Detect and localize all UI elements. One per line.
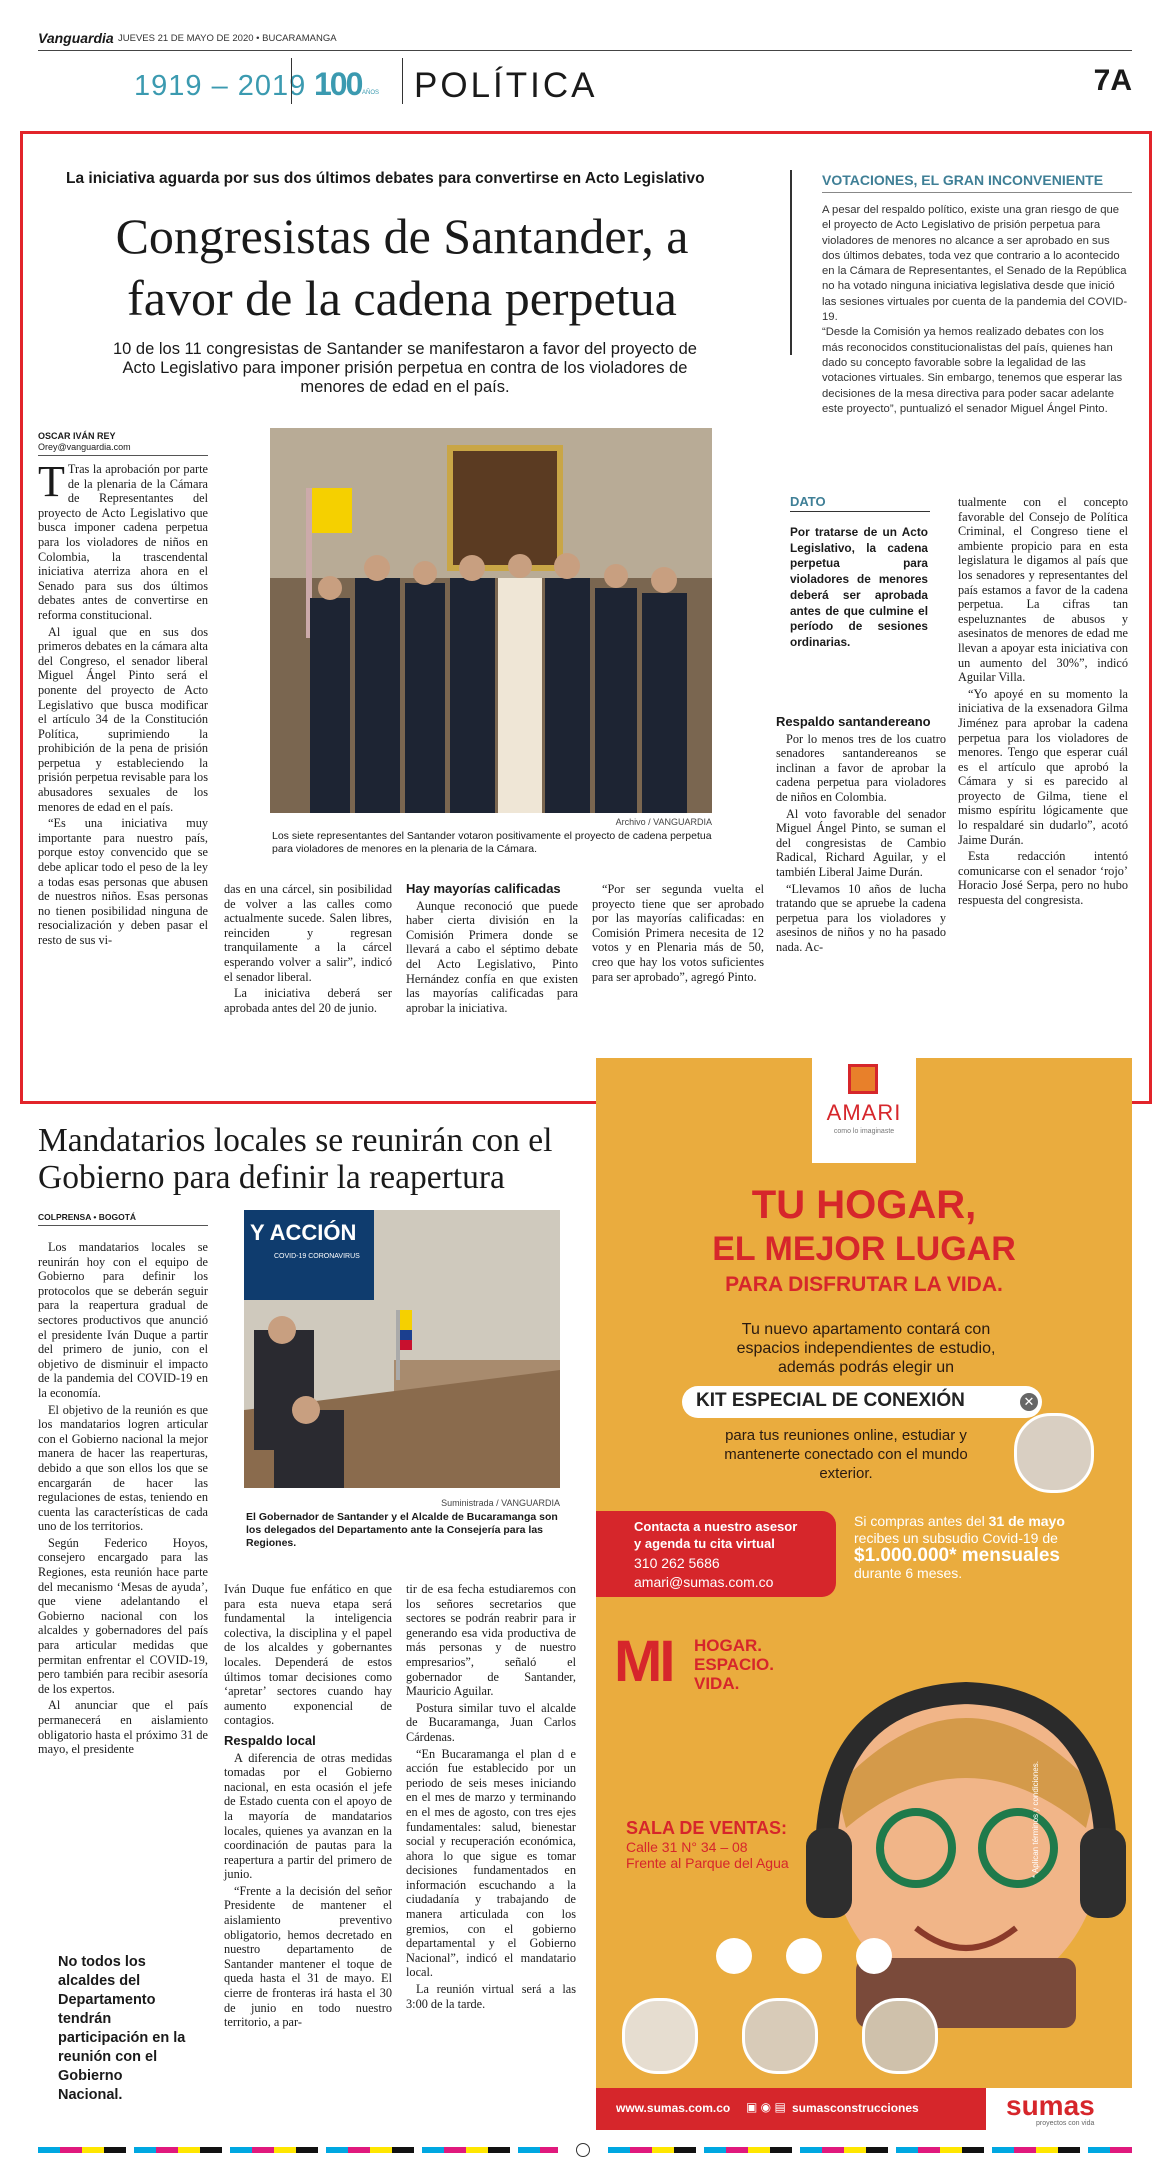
svg-text:COVID-19 CORONAVIRUS: COVID-19 CORONAVIRUS — [274, 1253, 360, 1260]
lead-photo-credit: Archivo / VANGUARDIA — [615, 817, 712, 827]
second-column-1: Los mandatarios locales se reunirán hoy con el equipo de Gobierno para definir los protocolos que se deberán seguir para la reapertura gradual de sectores productivos que anunció el presidente Iván Duque a partir del primero de junio, con el objetivo de disminuir el impacto de la pandemia del COVID-19 en la economía. El objetivo de la reunión es que los mandatarios logren articular con el Gobierno nacional la mejor manera de hacer las reaperturas, debido a que son ellos los que se encargarán de hacer las regulaciones de estas, teniendo en cuenta las características de cada uno de los territorios. Según Federico Hoyos, consejero encargado para las Regiones, esta reunión hace parte del mecanismo ‘Mesas de ayuda’, que viene adelantando el Gobierno nacional con los alcaldes y gobernadores del país para articular medidas que permitan enfrentar el COVID-19, pero también para recibir asesoría de los expertos. Al anunciar que el país permanecerá en aislamiento obligatorio hasta el próximo 31 de mayo, el presidente — [38, 1240, 208, 1757]
sidebar-body: A pesar del respaldo político, existe una gran riesgo de que el proyecto de Acto Legislativo de prisión perpetua para violadores de menores no alcance a ser aprobado en sus dos últimos debates, toda vez que contrario a lo acontecido en la Cámara de Representantes, el Senado de la República no ha votado ninguna iniciativa legislativa desde que inició las sesiones virtuales por cuenta de la pandemia del COVID-19. “Desde la Comisión ya hemos realizado debates con los más reconocidos constitucionalistas del país, quienes han dado su concepto favorable sobre la legalidad de las votaciones virtuales. Sin embargo, tenemos que esperar las decisiones de la mesa directiva para poder sacar adelante este proyecto”, puntualizó el senador Miguel Ángel Pinto. — [822, 204, 1128, 415]
ad-body-2: para tus reuniones online, estudiar y mantenerte conectado con el mundo exterior. — [724, 1427, 968, 1482]
promo-text: Si compras antes del 31 de mayo recibes un subsudio Covid-19 de $1.000.000* mensuales durante 6 meses. — [854, 1513, 1065, 1581]
subhead-mayorias: Hay mayorías calificadas — [406, 881, 561, 896]
sumas-logo: sumas — [1006, 2090, 1095, 2121]
ad-footer: www.sumas.com.co ▣ ◉ ▤ sumasconstrucciones sumas proyectos con vida — [596, 2088, 1132, 2130]
amari-brand-sub: como lo imaginaste — [833, 1128, 895, 1135]
lead-deck: 10 de los 11 congresistas de Santander se manifestaron a favor del proyecto de Acto Legislativo para imponer prisión perpetua en contra de los violadores de menores de edad en el país. — [113, 340, 697, 396]
lead-column-6: tualmente con el concepto favorable del Consejo de Política Criminal, el Congreso tiene el ambiente propicio para en esta legislatura le digamos al país que los senadores y representantes del país estamos a favor de la cadena perpetua. La cifras tan espeluznantes de abusos y asesinatos de menores de edad me llevan a apoyar esta iniciativa con un aumento del 30%”, indicó Aguilar Villa. “Yo apoyé en su momento la iniciativa de la exsenadora Gilma Jiménez para aprobar la cadena perpetua para los violadores de menores. Tengo que esperar cuál es el artículo que aprobó la Cámara y si es parecido al proyecto de Gilma, tiene el mismo espíritu lógicamente que lo respaldaré sin dudarlo”, acotó Jaime Durán. Esta redacción intentó comunicarse con el senador ‘rojo’ Horacio José Serpa, pero no hubo respuesta del congresista. — [958, 495, 1128, 908]
close-icon: ✕ — [1020, 1393, 1038, 1411]
lead-para-3: “Es una iniciativa muy importante para nuestro país, porque estoy convencido que se debe aplicar todo el peso de la ley a todas esas personas que abusen de nuestros niños. Esas personas no tienen posibilidad ninguna de resocialización y deben pasar el resto de sus vi- — [38, 816, 208, 947]
banner-text: Y ACCIÓN — [250, 1220, 357, 1245]
child-illustration — [786, 1638, 1132, 2038]
lead-email: Orey@vanguardia.com — [38, 442, 131, 452]
chair-icon — [786, 1938, 822, 1974]
amari-ad — [596, 1058, 1132, 2130]
legal-note: * Aplican términos y condiciones. — [1031, 1761, 1040, 1878]
second-photo-caption: El Gobernador de Santander y el Alcalde de Bucaramanga son los delegados del Departamento ante la Consejería para las Regiones. — [246, 1511, 558, 1549]
years-label: 1919 – 2019 — [134, 70, 307, 102]
ad-headline-2: EL MEJOR LUGAR — [712, 1230, 1016, 1268]
second-column-3: tir de esa fecha estudiaremos con los señores secretarios que sectores se podrán reabrir para ir generando esa vida productiva de más personas y de nuestro empresarios”, señaló el gobernador de Santander, Mauricio Aguilar. Postura similar tuvo el alcalde de Bucaramanga, Juan Carlos Cárdenas. “En Bucaramanga el plan d e acción fue establecido por un periodo de seis meses iniciando en el mes de marzo y terminando en el mes de agosto, con tres ejes fundamentales: salud, bienestar social y recuperación económica, ahora lo que sigue es tomar decisiones fundamentados en información escuchando a la ciudadanía y trabajando de manera articulada con los gremios, con el gobierno departamental y el Gobierno Nacional”, indicó el mandatario local. La reunión virtual será a las 3:00 de la tarde. — [406, 1582, 576, 2011]
dato-text: Por tratarse de un Acto Legislativo, la cadena perpetua para violadores de menores deberá ser aprobada antes de que culmine el período de sesiones ordinarias. — [790, 525, 928, 649]
second-headline: Mandatarios locales se reunirán con el Gobierno para definir la reapertura — [38, 1122, 553, 1196]
lead-column-1 — [38, 457, 208, 1072]
lead-para-1: T Tras la aprobación por parte de la plenaria de la Cámara de Representantes del proyecto de Acto Legislativo que busca imponer cadena perpetua para los violadores de niños en Colombia, la trascendental iniciativa aterriza ahora en el Senado para sus dos últimos debates antes de convertirse en reforma constitucional. — [38, 457, 208, 622]
masthead: Vanguardia — [38, 30, 114, 46]
pull-quote: No todos los alcaldes del Departamento tendrán participación en la reunión con el Gobierno Nacional. — [58, 1954, 186, 2103]
sidebar-title-rule — [822, 192, 1132, 193]
room-thumb — [742, 1998, 818, 2074]
registration-mark-icon — [576, 2143, 590, 2157]
amari-logo-box — [812, 1058, 916, 1163]
child-photo — [786, 1638, 1132, 2038]
subhead-respaldo-local: Respaldo local — [224, 1732, 316, 1748]
contact-box: Contacta a nuestro asesor y agenda tu cita virtual 310 262 5686 amari@sumas.com.co — [596, 1511, 836, 1597]
wifi-icon — [856, 1938, 892, 1974]
subhead-respaldo: Respaldo santandereano — [776, 714, 931, 729]
social-icons: ▣ ◉ ▤ — [746, 2100, 786, 2114]
second-photo-credit: Suministrada / VANGUARDIA — [441, 1498, 560, 1508]
sidebar-title: VOTACIONES, EL GRAN INCONVENIENTE — [822, 172, 1104, 188]
lead-headline: Congresistas de Santander, a favor de la cadena perpetua — [115, 208, 689, 326]
room-thumb — [862, 1998, 938, 2074]
lead-author: OSCAR IVÁN REY — [38, 431, 116, 441]
amari-logo-mark — [848, 1064, 878, 1094]
ad-headline-3: PARA DISFRUTAR LA VIDA. — [725, 1273, 1003, 1296]
congress-group-photo — [270, 428, 712, 813]
drop-cap: T — [38, 457, 65, 506]
lead-para-2: Al igual que en sus dos primeros debates en la cámara alta del Congreso, el senador liberal Miguel Ángel Pinto será el ponente del proyecto de Acto Legislativo que busca modificar el artículo 34 de la Constitución Política, suprimiendo la prohibición de la pena de prisión perpetua y estableciendo la prisión perpetua revisable para los abusadores sexuales de los menores de edad en el país. — [38, 624, 208, 814]
room-thumbs — [622, 1998, 952, 2078]
second-photo — [244, 1210, 560, 1488]
section-title: POLÍTICA — [414, 66, 598, 105]
mi-lines: HOGAR. ESPACIO. VIDA. — [694, 1636, 774, 1693]
meeting-photo — [244, 1210, 560, 1488]
header-rule — [38, 50, 1132, 51]
dato-rule — [790, 511, 930, 512]
ad-body-1: Tu nuevo apartamento contará con espacios independientes de estudio, además podrás elegir un — [736, 1321, 996, 1376]
second-byline: COLPRENSA • BOGOTÁ — [38, 1212, 137, 1222]
apartment-thumb — [1014, 1413, 1094, 1493]
ad-headline-1: TU HOGAR, — [751, 1183, 977, 1227]
desk-icon — [716, 1938, 752, 1974]
mi-logo: MI — [614, 1629, 673, 1694]
anniversary-logo: 100 AÑOS — [314, 66, 380, 102]
dato-label: DATO — [790, 494, 826, 509]
sales-room: SALA DE VENTAS: Calle 31 N° 34 – 08 Frente al Parque del Agua — [626, 1818, 789, 1871]
amari-brand: AMARI — [826, 1100, 902, 1125]
header — [38, 30, 1132, 110]
sidebar-bracket — [790, 170, 806, 355]
header-divider-2 — [402, 58, 403, 104]
lead-column-4: “Por ser segunda vuelta el proyecto tiene que ser aprobado por las mayorías calificadas: en Comisión Primera necesita de 12 votos y en Plenaria más de 50, creo que hay los votos suficientes para ser aprobado”, agregó Pinto. — [592, 882, 764, 984]
lead-column-5: Respaldo santandereano Por lo menos tres de los cuatro senadores santandereanos se inclinan a favor de aprobar la cadena perpetua para violadores de niños en Colombia. Al voto favorable del senador Miguel Ángel Pinto, se suman el del congresistas de Cambio Radical, Richard Aguilar, y el también Liberal Jaime Durán. “Llevamos 10 años de lucha tratando que se apruebe la cadena perpetua para los violadores y asesinos de niños y no ha pasado nada. Ac- — [776, 714, 946, 954]
header-divider — [291, 58, 292, 104]
room-thumb — [622, 1998, 698, 2074]
feature-icons — [716, 1938, 956, 1978]
second-byline-rule — [38, 1225, 208, 1226]
kit-pill: KIT ESPECIAL DE CONEXIÓN — [682, 1386, 1042, 1418]
author-rule — [38, 455, 208, 456]
second-column-2: Iván Duque fue enfático en que para esta nueva etapa será fundamental la inteligencia colectiva, la disciplina y el papel de los alcaldes y gobernantes locales. Dependerá de estos últimos tomar decisiones como ‘apretar’ sectores cuando hay aumento exponencial de contagios. Respaldo local A diferencia de otras medidas tomadas por el Gobierno nacional, en esta ocasión el jefe de Estado cuenta con el apoyo de la mayoría de mandatarios locales, quienes ya avanzan en la coordinación de pautas para la reapertura a partir del primero de junio. “Frente a la decisión del señor Presidente de mantener el aislamiento preventivo obligatorio, hemos decretado en nuestro departamento de Santander mantener el toque de queda hasta el 31 de mayo. El cierre de fronteras irá hasta el 30 de junio en todo nuestro territorio, a par- — [224, 1582, 392, 2030]
lead-kicker: La iniciativa aguarda por sus dos últimos debates para convertirse en Acto Legislativo — [66, 170, 705, 187]
page-number: 7A — [1093, 64, 1132, 97]
lead-photo-caption: Los siete representantes del Santander votaron positivamente el proyecto de cadena perpetua para violadores de menores en la plenaria de la Cámara. — [272, 830, 712, 855]
lead-photo — [270, 428, 712, 813]
lead-column-3: Hay mayorías calificadas Aunque reconoció que puede haber cierta división en la Comisión Primera donde se llevará a cabo el séptimo debate del Acto Legislativo, Pinto Hernández confía en que existen las mayorías calificadas para aprobar la iniciativa. — [406, 881, 578, 1015]
dateline: JUEVES 21 DE MAYO DE 2020 • BUCARAMANGA — [118, 33, 337, 44]
registration-bar — [38, 2143, 1132, 2157]
lead-column-2: das en una cárcel, sin posibilidad de volver a las calles como actualmente sucede. Salen libres, reinciden y regresan tranquilamente a la cárcel esperando volver a salir”, indicó el senador liberal. La iniciativa deberá ser aprobada antes del 20 de junio. — [224, 882, 392, 1015]
